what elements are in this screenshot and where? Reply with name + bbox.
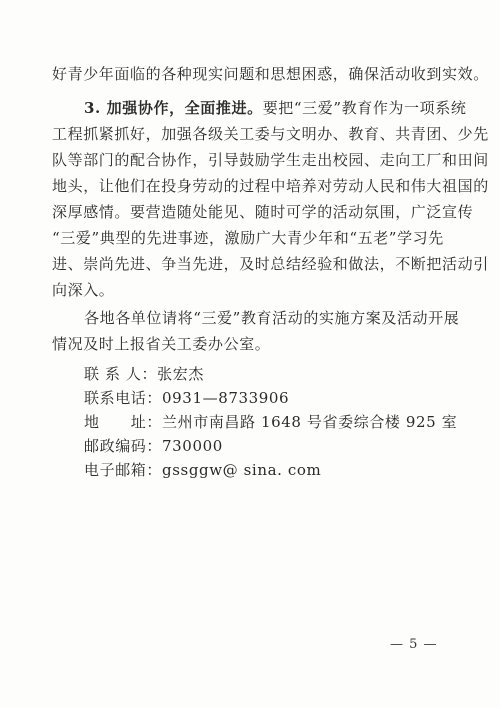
request-paragraph-first-line: 各地各单位请将“三爱”教育活动的实施方案及活动开展 xyxy=(84,309,460,327)
body-text-line: 地头，让他们在投身劳动的过程中培养对劳动人民和伟大祖国的 xyxy=(52,177,489,195)
phone-label: 联系电话： xyxy=(84,389,163,407)
address-row xyxy=(84,411,457,433)
body-text-line: 队等部门的配合协作，引导鼓励学生走出校园、走向工厂和田间 xyxy=(52,151,489,169)
address-value: 兰州市南昌路 1648 号省委综合楼 925 室 xyxy=(162,413,458,431)
body-text-line: 工程抓紧抓好，加强各级关工委与文明办、教育、共青团、少先 xyxy=(52,125,489,143)
request-paragraph-line: 情况及时上报省关工委办公室。 xyxy=(52,335,271,353)
body-text-line: 进、崇尚先进、争当先进，及时总结经验和做法，不断把活动引 xyxy=(52,255,489,273)
body-text-line: 深厚感情。要营造随处能见、随时可学的活动氛围，广泛宣传 xyxy=(52,203,474,221)
email-row xyxy=(84,459,321,481)
email-label: 电子邮箱： xyxy=(84,461,163,479)
body-text-line: “三爱”典型的先进事迹，激励广大青少年和“五老”学习先 xyxy=(52,229,444,247)
contact-person-label: 联 系 人： xyxy=(84,365,158,383)
postcode-row xyxy=(84,435,223,457)
point-3-paragraph-first-line xyxy=(84,97,466,119)
email-value: gssggw@ sina. com xyxy=(162,461,322,479)
postcode-value: 730000 xyxy=(162,437,223,455)
body-text-line: 好青少年面临的各种现实问题和思想困惑，确保活动收到实效。 xyxy=(52,65,489,83)
page-number: — 5 — xyxy=(390,637,438,652)
phone-value: 0931—8733906 xyxy=(162,389,290,407)
contact-person-row xyxy=(84,363,204,385)
phone-row xyxy=(84,387,289,409)
body-text-line: 向深入。 xyxy=(52,281,115,299)
postcode-label: 邮政编码： xyxy=(84,437,163,455)
point-3-heading: 3. 加强协作，全面推进。 xyxy=(84,99,263,117)
point-3-text: 要把“三爱”教育作为一项系统 xyxy=(262,99,467,117)
contact-person-value: 张宏杰 xyxy=(157,365,204,383)
address-label: 地 址： xyxy=(84,413,163,431)
